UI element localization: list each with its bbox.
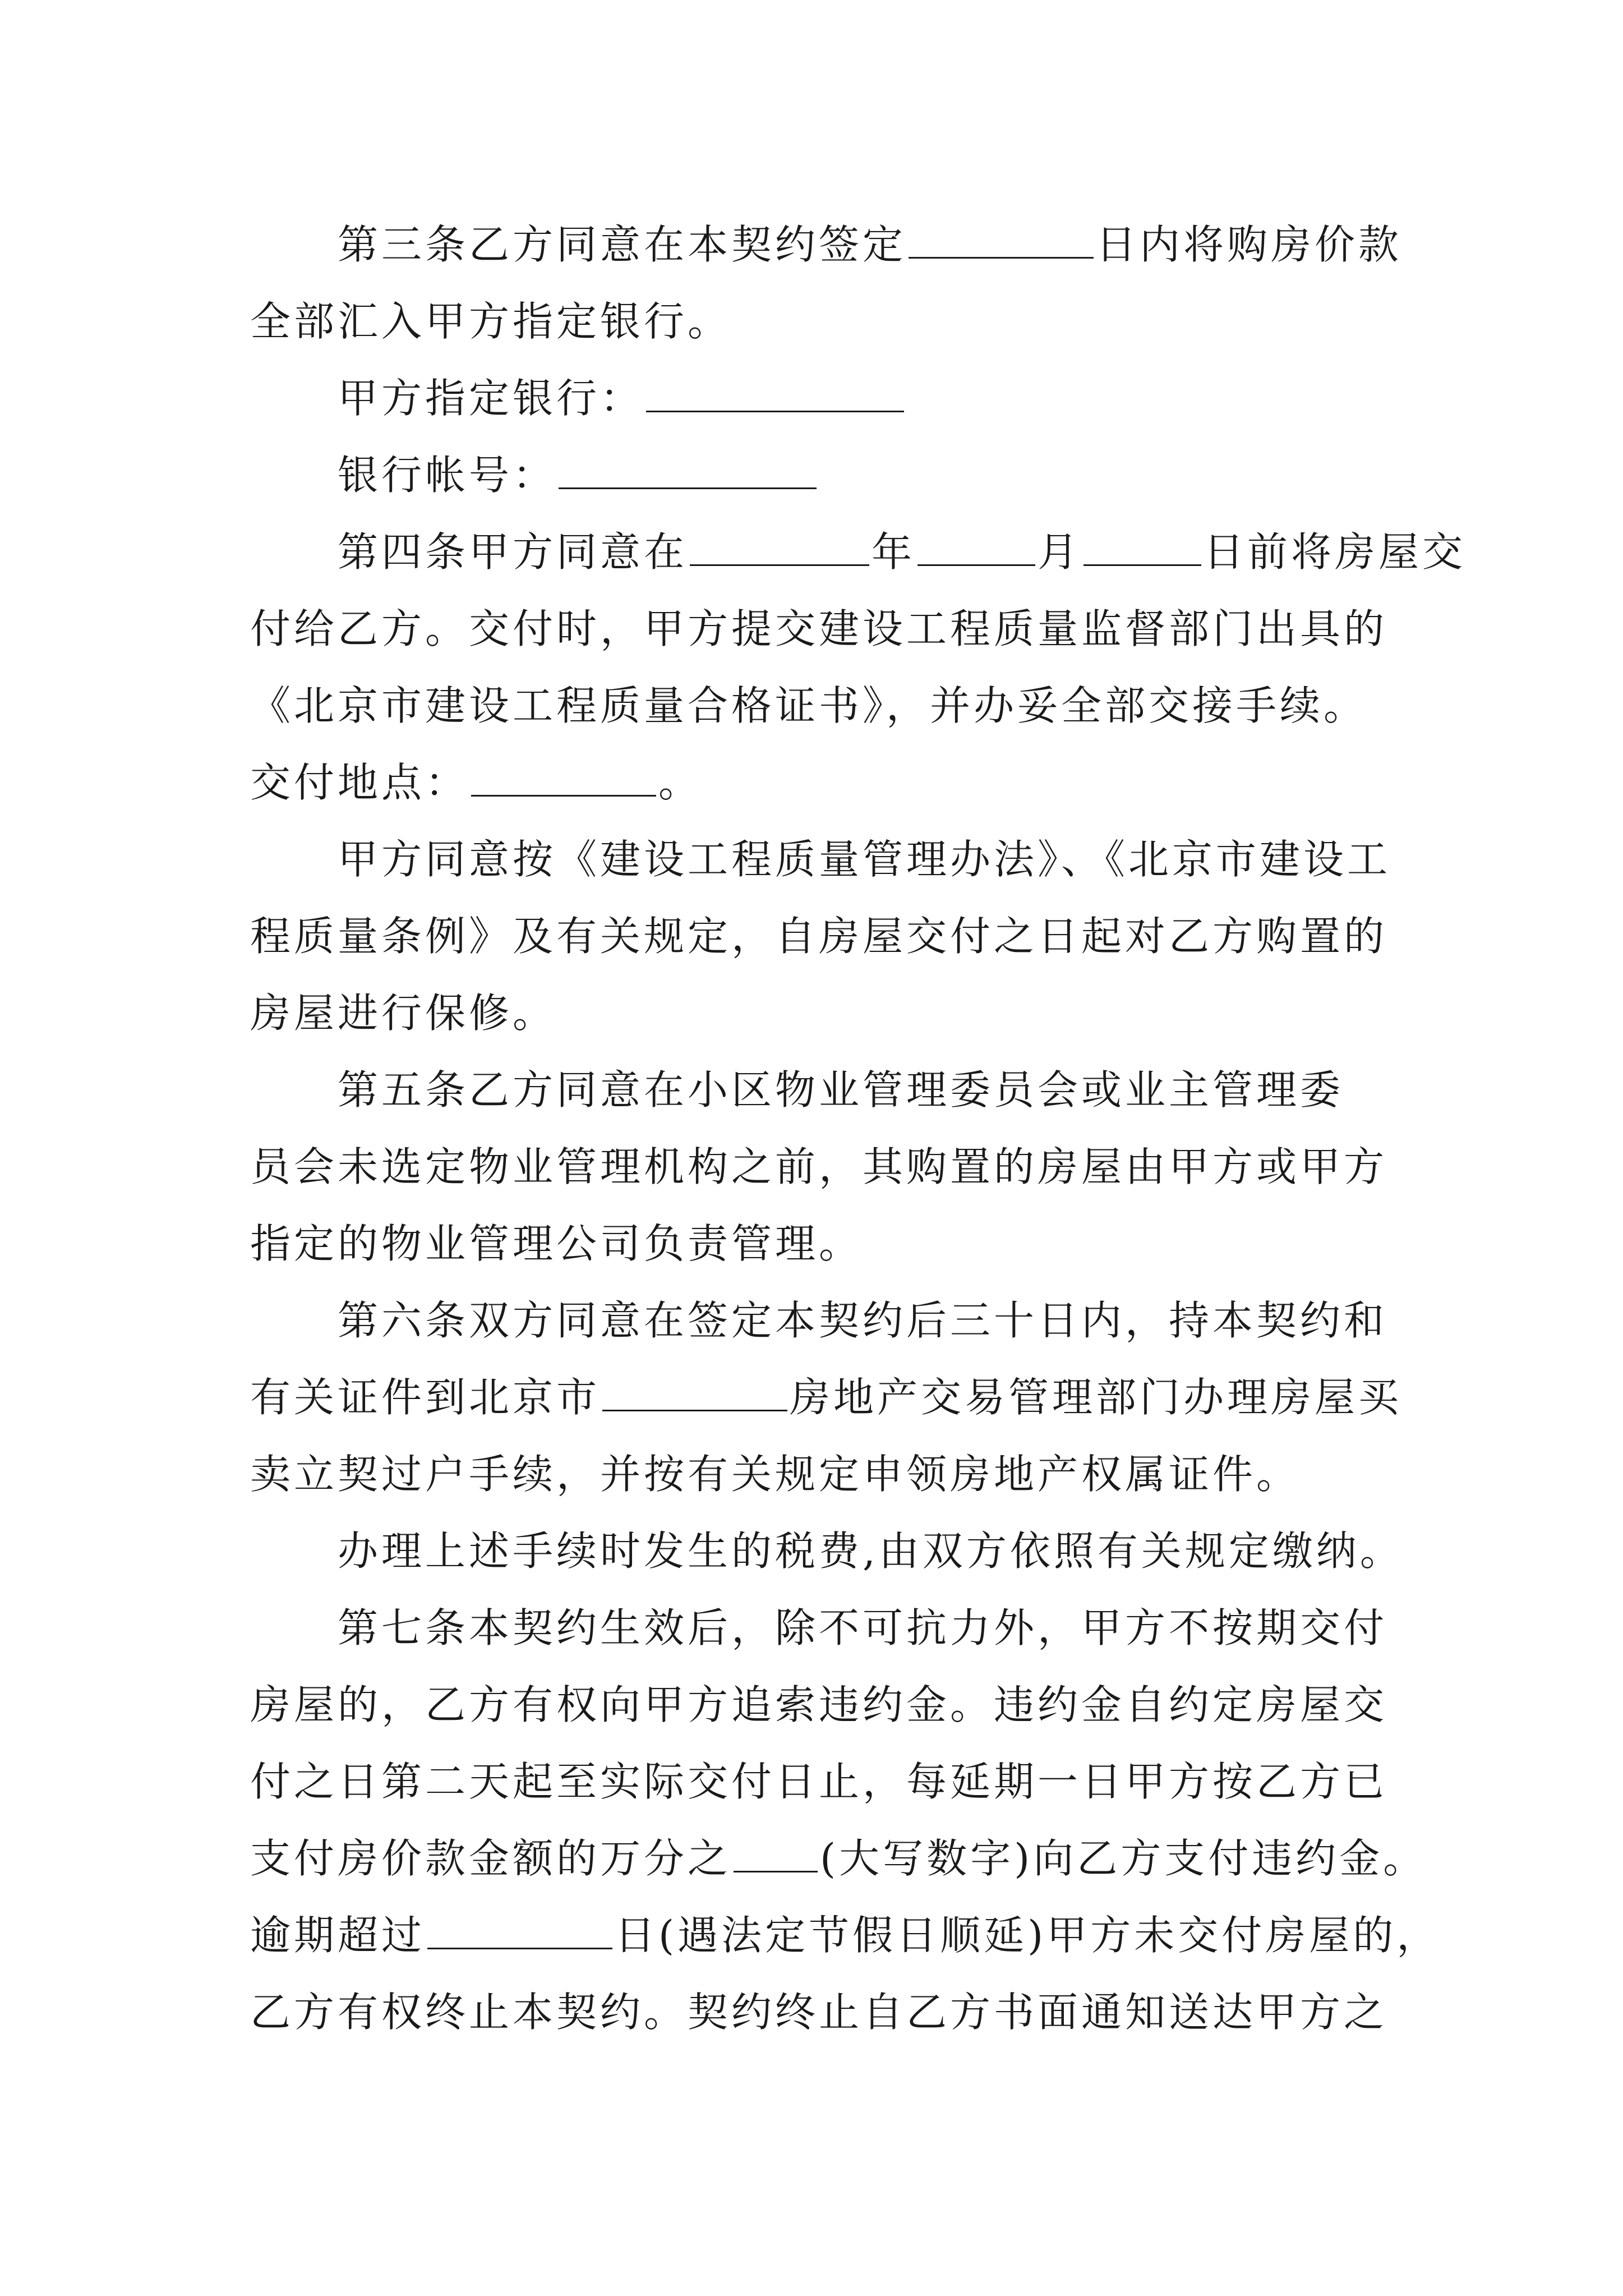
- delivery-location-label: 交付地点：: [250, 759, 469, 806]
- month-label: 月: [1038, 528, 1082, 576]
- clause-5-line-1: 第五条乙方同意在小区物业管理委员会或业主管理委: [338, 1066, 1344, 1114]
- year-label: 年: [872, 528, 916, 576]
- bank-account-blank[interactable]: [559, 452, 817, 489]
- clause-4-line-3: 《北京市建设工程质量合格证书》，并办妥全部交接手续。: [250, 682, 1368, 729]
- month-blank[interactable]: [917, 528, 1035, 566]
- year-blank[interactable]: [690, 528, 869, 566]
- overdue-text-cont: 日(遇法定节假日顺延)甲方未交付房屋的，: [615, 1912, 1441, 1959]
- clause-7-text-cont: (大写数字)向乙方支付违约金。: [820, 1835, 1427, 1882]
- delivery-location-blank[interactable]: [471, 759, 656, 797]
- bank-account-label: 银行帐号：: [338, 452, 557, 499]
- period: 。: [658, 759, 703, 806]
- penalty-rate-blank[interactable]: [734, 1835, 818, 1872]
- overdue-days-blank[interactable]: [427, 1912, 612, 1949]
- clause-7-line-2: 房屋的，乙方有权向甲方追索违约金。违约金自约定房屋交: [250, 1681, 1388, 1728]
- district-blank[interactable]: [602, 1374, 787, 1411]
- clause-4-text: 第四条甲方同意在: [338, 528, 688, 576]
- days-blank[interactable]: [909, 221, 1094, 259]
- clause-4-line-2: 付给乙方。交付时，甲方提交建设工程质量监督部门出具的: [250, 605, 1388, 652]
- bank-name-line: [338, 367, 906, 429]
- clause-4-text-cont: 日前将房屋交: [1204, 528, 1467, 576]
- bank-name-blank[interactable]: [646, 375, 904, 412]
- clause-7-line-5: [250, 1904, 1440, 1966]
- clause-6-line-1: 第六条双方同意在签定本契约后三十日内，持本契约和: [338, 1297, 1388, 1344]
- clause-6-line-2: [250, 1366, 1402, 1428]
- warranty-line-3: 房屋进行保修。: [250, 990, 557, 1037]
- clause-3-line-2: 全部汇入甲方指定银行。: [250, 298, 732, 345]
- delivery-location-line: [250, 752, 702, 813]
- clause-5-line-3: 指定的物业管理公司负责管理。: [250, 1220, 863, 1267]
- clause-3-line-1: [338, 214, 1402, 275]
- bank-name-label: 甲方指定银行：: [338, 375, 644, 422]
- clause-5-line-2: 员会未选定物业管理机构之前，其购置的房屋由甲方或甲方: [250, 1143, 1388, 1190]
- clause-7-line-1: 第七条本契约生效后，除不可抗力外，甲方不按期交付: [338, 1604, 1388, 1651]
- tax-line: 办理上述手续时发生的税费,由双方依照有关规定缴纳。: [338, 1527, 1404, 1575]
- warranty-line-1: 甲方同意按《建设工程质量管理办法》、《北京市建设工: [338, 836, 1391, 883]
- clause-7-line-4: [250, 1828, 1427, 1889]
- clause-3-text: 第三条乙方同意在本契约签定: [338, 221, 907, 268]
- clause-6-text: 有关证件到北京市: [250, 1374, 601, 1421]
- document-page: [250, 0, 1467, 2296]
- overdue-text: 逾期超过: [250, 1912, 426, 1959]
- clause-6-text-cont: 房地产交易管理部门办理房屋买: [790, 1374, 1403, 1421]
- clause-7-line-3: 付之日第二天起至实际交付日止，每延期一日甲方按乙方已: [250, 1758, 1388, 1805]
- bank-account-line: [338, 444, 819, 506]
- clause-6-line-3: 卖立契过户手续，并按有关规定申领房地产权属证件。: [250, 1451, 1301, 1498]
- day-blank[interactable]: [1083, 528, 1201, 566]
- clause-3-text-cont: 日内将购房价款: [1096, 221, 1403, 268]
- clause-4-line-1: [338, 521, 1466, 583]
- clause-7-line-6: 乙方有权终止本契约。契约终止自乙方书面通知送达甲方之: [250, 1989, 1388, 2036]
- clause-7-text: 支付房价款金额的万分之: [250, 1835, 732, 1882]
- warranty-line-2: 程质量条例》及有关规定，自房屋交付之日起对乙方购置的: [250, 913, 1388, 960]
